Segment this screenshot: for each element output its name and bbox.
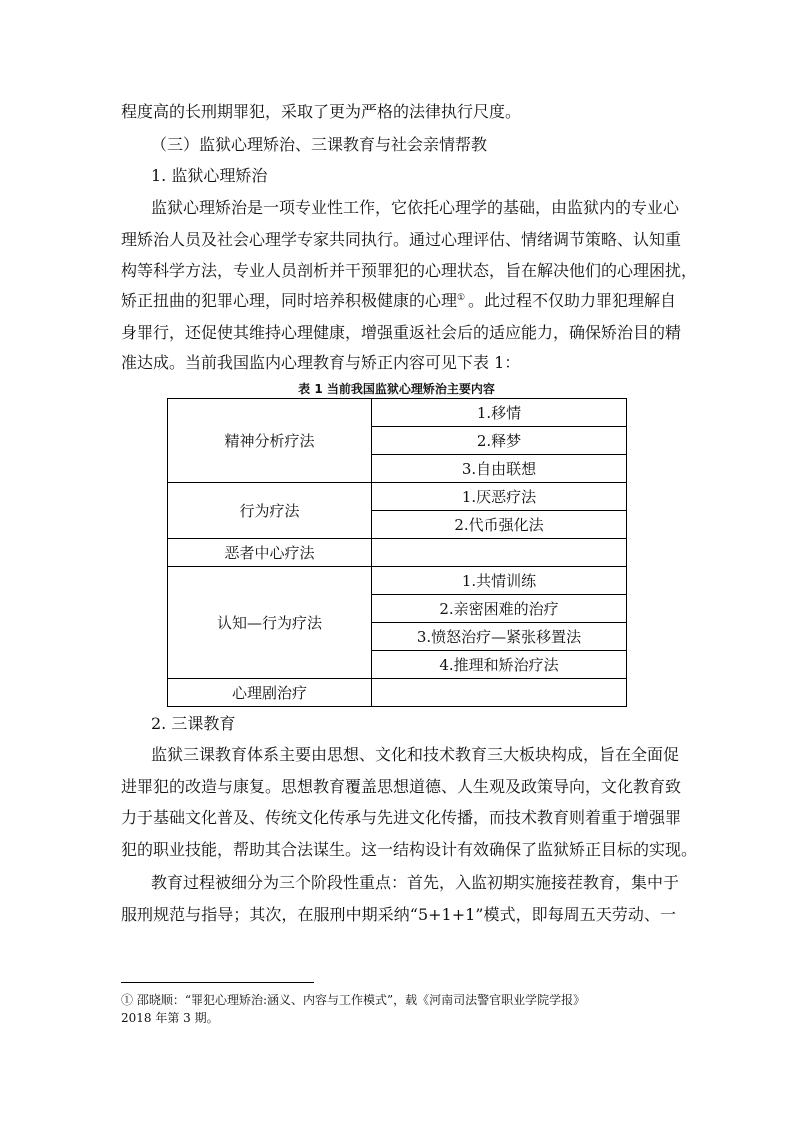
subsection-heading-1: 1. 监狱心理矫治 <box>151 166 268 185</box>
table-cell-item: 3.自由联想 <box>372 455 627 483</box>
footnote-reference[interactable]: ① <box>457 293 466 303</box>
table-cell-method: 心理剧治疗 <box>168 679 372 707</box>
footnote-separator <box>121 982 314 983</box>
table-cell-item: 3.愤怒治疗—紧张移置法 <box>372 623 627 651</box>
footnote-line: 2018 年第 3 期。 <box>121 1011 219 1025</box>
table-row <box>168 679 627 707</box>
footnote-line: ① 邵晓顺：“罪犯心理矫治:涵义、内容与工作模式”，载《河南司法警官职业学院学报》 <box>121 993 586 1007</box>
table-cell-item: 1.移情 <box>372 399 627 427</box>
table-cell-method: 精神分析疗法 <box>168 399 372 483</box>
table-cell-method: 认知—行为疗法 <box>168 567 372 679</box>
paragraph-line-segment: 矫正扭曲的犯罪心理，同时培养积极健康的心理① <box>121 291 466 310</box>
paragraph-line-segment: 。此过程不仅助力罪犯理解自 <box>467 291 676 310</box>
table-caption: 表 1 当前我国监狱心理矫治主要内容 <box>298 382 495 396</box>
paragraph-line: 理矫治人员及社会心理学专家共同执行。通过心理评估、情绪调节策略、认知重 <box>121 230 682 249</box>
table-cell-item: 2.代币强化法 <box>372 511 627 539</box>
table-cell-item: 1.厌恶疗法 <box>372 483 627 511</box>
paragraph-line: 监狱心理矫治是一项专业性工作，它依托心理学的基础，由监狱内的专业心 <box>151 198 680 217</box>
table-row <box>168 567 627 595</box>
table-cell-method: 行为疗法 <box>168 483 372 539</box>
table-cell-item <box>372 539 627 567</box>
subsection-heading-2: 2. 三课教育 <box>151 714 236 733</box>
table-row <box>168 399 627 427</box>
table-row <box>168 539 627 567</box>
therapy-table <box>167 398 627 707</box>
table-cell-method: 恶者中心疗法 <box>168 539 372 567</box>
paragraph-line: 构等科学方法，专业人员剖析并干预罪犯的心理状态，旨在解决他们的心理困扰， <box>121 261 698 280</box>
paragraph-line: 身罪行，还促使其维持心理健康，增强重返社会后的适应能力，确保矫治目的精 <box>121 323 682 342</box>
paragraph-line <box>121 291 676 311</box>
paragraph-line: 服刑规范与指导；其次，在服刑中期采纳“5+1+1”模式，即每周五天劳动、一 <box>121 905 676 924</box>
paragraph-line: 准达成。当前我国监内心理教育与矫正内容可见下表 1： <box>121 353 521 372</box>
table-cell-item: 2.亲密困难的治疗 <box>372 595 627 623</box>
table-row <box>168 483 627 511</box>
table-cell-item: 1.共情训练 <box>372 567 627 595</box>
paragraph-line: 犯的职业技能，帮助其合法谋生。这一结构设计有效确保了监狱矫正目标的实现。 <box>121 840 698 859</box>
paragraph-line: 监狱三课教育体系主要由思想、文化和技术教育三大板块构成，旨在全面促 <box>151 745 680 764</box>
table-cell-item: 4.推理和矫治疗法 <box>372 651 627 679</box>
paragraph-line: 教育过程被细分为三个阶段性重点：首先，入监初期实施接茬教育，集中于 <box>151 873 680 892</box>
table-cell-item: 2.释梦 <box>372 427 627 455</box>
section-heading: （三）监狱心理矫治、三课教育与社会亲情帮教 <box>151 135 488 154</box>
table-cell-item <box>372 679 627 707</box>
paragraph-line: 进罪犯的改造与康复。思想教育覆盖思想道德、人生观及政策导向，文化教育致 <box>121 777 682 796</box>
paragraph-line: 力于基础文化普及、传统文化传承与先进文化传播，而技术教育则着重于增强罪 <box>121 808 682 827</box>
paragraph-line: 程度高的长刑期罪犯，采取了更为严格的法律执行尺度。 <box>121 102 522 121</box>
